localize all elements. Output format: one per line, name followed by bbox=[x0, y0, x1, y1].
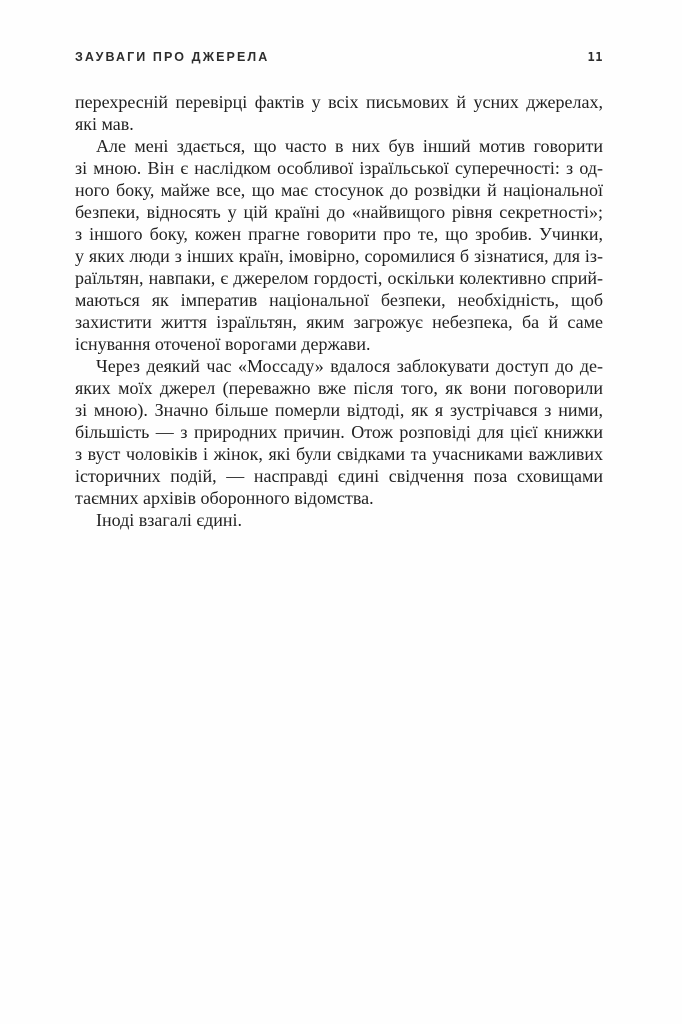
text-line: безпеки, відносять у цій країні до «найвищого рівня секретності»; bbox=[75, 202, 603, 222]
text-line: яких моїх джерел (переважно вже після того, як вони поговорили bbox=[75, 378, 603, 398]
text-line: Але мені здається, що часто в них був інший мотив говорити bbox=[96, 136, 603, 156]
text-line: які мав. bbox=[75, 114, 134, 134]
paragraph bbox=[75, 355, 603, 509]
text-line: перехресній перевірці фактів у всіх письмових й усних джерелах, bbox=[75, 92, 603, 112]
paragraph bbox=[75, 509, 603, 531]
text-line: ного боку, майже все, що має стосунок до розвідки й національної bbox=[75, 180, 603, 200]
page-body bbox=[75, 91, 603, 531]
page-number: 11 bbox=[587, 50, 603, 64]
text-line: з вуст чоловіків і жінок, які були свідками та учасниками важливих bbox=[75, 444, 603, 464]
text-line: більшість — з природних причин. Отож розповіді для цієї книжки bbox=[75, 422, 603, 442]
paragraph bbox=[75, 91, 603, 135]
chapter-title: ЗАУВАГИ ПРО ДЖЕРЕЛА bbox=[75, 50, 270, 64]
text-line: раїльтян, навпаки, є джерелом гордості, оскільки колективно сприй- bbox=[75, 268, 603, 288]
text-line: захистити життя ізраїльтян, яким загрожує небезпека, ба й саме bbox=[75, 312, 603, 332]
text-line: з іншого боку, кожен прагне говорити про те, що зробив. Учинки, bbox=[75, 224, 603, 244]
text-line: історичних подій, — насправді єдині свідчення поза сховищами bbox=[75, 466, 603, 486]
text-line: існування оточеної ворогами держави. bbox=[75, 334, 371, 354]
text-line: Через деякий час «Моссаду» вдалося заблокувати доступ до де- bbox=[96, 356, 603, 376]
paragraph bbox=[75, 135, 603, 355]
text-line: Іноді взагалі єдині. bbox=[96, 510, 243, 530]
running-header bbox=[75, 50, 603, 64]
text-line: зі мною. Він є наслідком особливої ізраїльської суперечності: з од- bbox=[75, 158, 603, 178]
text-line: таємних архівів оборонного відомства. bbox=[75, 488, 374, 508]
text-line: маються як імператив національної безпеки, необхідність, щоб bbox=[75, 290, 603, 310]
text-line: зі мною). Значно більше померли відтоді, як я зустрічався з ними, bbox=[75, 400, 603, 420]
text-line: у яких люди з інших країн, імовірно, соромилися б зізнатися, для із- bbox=[75, 246, 603, 266]
